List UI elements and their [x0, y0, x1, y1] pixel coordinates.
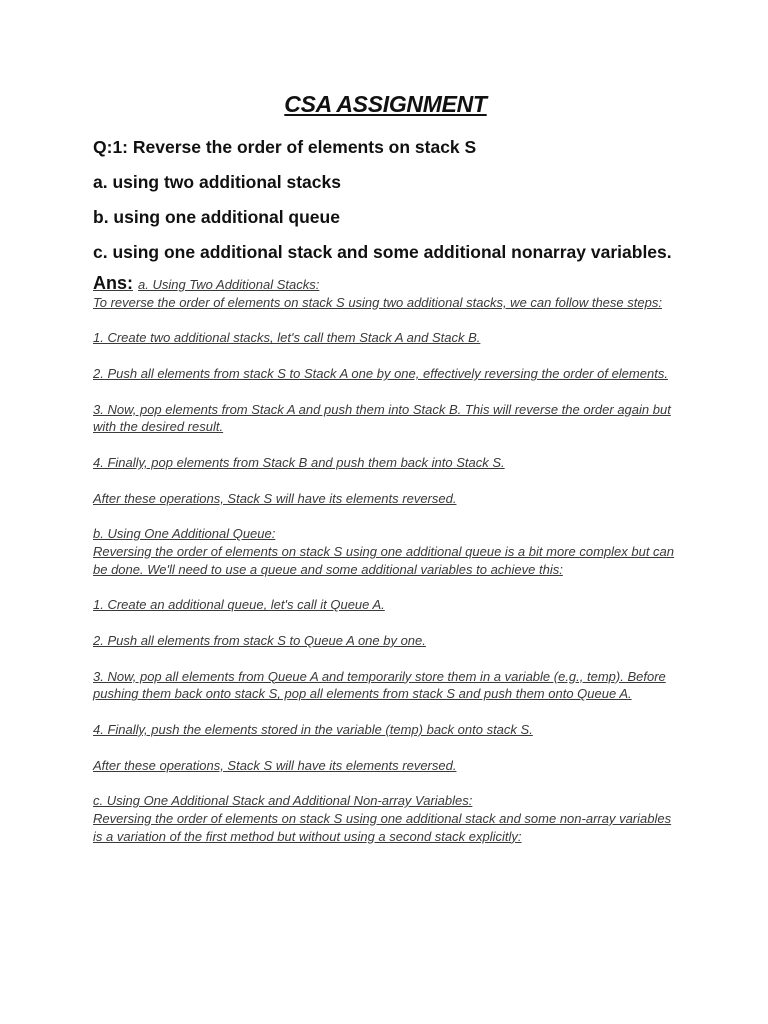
answer-first-line [93, 275, 678, 294]
answer-b-intro: Reversing the order of elements on stack S using one additional queue is a bit more complex but can be done. We'll need to use a queue and some additional variables to achieve this: [93, 543, 675, 577]
answer-b-step-3: 3. Now, pop all elements from Queue A and temporarily store them in a variable (e.g., temp). Before pushing them back onto stack S, pop all elements from stack S and push them onto Queue A. [93, 668, 666, 702]
answer-b-after: After these operations, Stack S will have its elements reversed. [93, 757, 457, 773]
answer-c-intro: Reversing the order of elements on stack S using one additional stack and some non-array variables is a variation of the first method but without using a second stack explicitly: [93, 810, 672, 844]
question-part-a: a. using two additional stacks [93, 172, 341, 192]
answer-a-heading: a. Using Two Additional Stacks: [138, 277, 320, 292]
answer-a-intro: To reverse the order of elements on stack S using two additional stacks, we can follow these steps: [93, 294, 662, 310]
question-part-b: b. using one additional queue [93, 207, 340, 227]
question-label: Q:1: [93, 137, 128, 157]
document-page [93, 88, 678, 846]
answer-b-step-2: 2. Push all elements from stack S to Queue A one by one. [93, 632, 426, 648]
answer-a-step-4: 4. Finally, pop elements from Stack B and push them back into Stack S. [93, 454, 505, 470]
answer-a-step-3: 3. Now, pop elements from Stack A and push them into Stack B. This will reverse the order again but with the desired result. [93, 401, 671, 435]
answer-a-step-1: 1. Create two additional stacks, let's call them Stack A and Stack B. [93, 330, 481, 346]
answer-b-step-4: 4. Finally, push the elements stored in the variable (temp) back onto stack S. [93, 721, 533, 737]
answer-a-step-2: 2. Push all elements from stack S to Stack A one by one, effectively reversing the order of elements. [93, 365, 668, 381]
question-part-c: c. using one additional stack and some additional nonarray variables. [93, 242, 672, 262]
answer-b-heading: b. Using One Additional Queue: [93, 526, 276, 542]
answer-section [93, 275, 678, 846]
document-title: CSA ASSIGNMENT [284, 91, 487, 117]
answer-label: Ans: [93, 273, 133, 293]
question-text: Reverse the order of elements on stack S [132, 137, 477, 157]
answer-b-step-1: 1. Create an additional queue, let's call it Queue A. [93, 597, 385, 613]
answer-a-after: After these operations, Stack S will have its elements reversed. [93, 490, 457, 506]
question-line [93, 134, 678, 160]
answer-c-heading: c. Using One Additional Stack and Additional Non-array Variables: [93, 793, 473, 809]
